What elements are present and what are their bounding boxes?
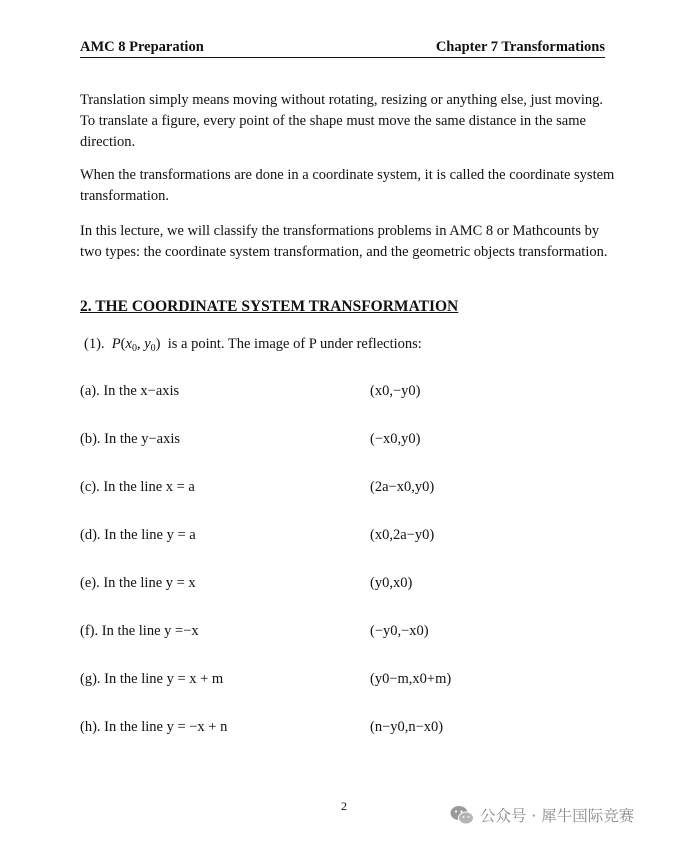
header-left-title: AMC 8 Preparation — [80, 39, 204, 55]
reflection-row — [80, 431, 640, 451]
paragraph-coordinate-system: When the transformations are done in a coordinate system, it is called the coordinate system transformation. — [80, 167, 615, 204]
intro-text: is a point. The image of P under reflections: — [167, 336, 422, 352]
reflection-result: (x0,−y0) — [370, 383, 421, 399]
reflection-label: (c). In the line x = a — [80, 479, 195, 495]
reflection-label: (e). In the line y = x — [80, 575, 196, 591]
page-number: 2 — [341, 799, 347, 813]
paragraph-translation: Translation simply means moving without rotating, resizing or anything else, just moving. To translate a figure, every point of the shape must move the same distance in the same direction. — [80, 92, 604, 150]
reflection-label: (f). In the line y =−x — [80, 623, 199, 639]
reflection-row — [80, 575, 640, 595]
reflection-label: (g). In the line y = x + m — [80, 671, 224, 687]
reflection-intro — [84, 336, 422, 353]
reflection-row — [80, 623, 640, 643]
reflection-row — [80, 671, 640, 691]
page-header — [80, 38, 605, 58]
reflection-result: (n−y0,n−x0) — [370, 719, 444, 735]
reflection-label: (b). In the y−axis — [80, 431, 180, 447]
reflection-label: (h). In the line y = −x + n — [80, 719, 228, 735]
intro-number: (1). — [84, 336, 105, 352]
header-chapter-title: Chapter 7 Transformations — [435, 39, 605, 55]
reflection-row — [80, 479, 640, 499]
reflection-result: (−y0,−x0) — [370, 623, 429, 639]
reflection-label: (d). In the line y = a — [80, 527, 196, 543]
reflection-result: (2a−x0,y0) — [370, 479, 435, 495]
reflection-result: (x0,2a−y0) — [370, 527, 435, 543]
reflection-result: (−x0,y0) — [370, 431, 421, 447]
section-title: 2. THE COORDINATE SYSTEM TRANSFORMATION — [80, 298, 459, 315]
reflection-row — [80, 719, 640, 739]
wechat-icon — [450, 805, 474, 825]
paragraph-lecture-classification: In this lecture, we will classify the transformations problems in AMC 8 or Mathcounts by two types: the coordinate system transformation, and the geometric objects transformation. — [80, 223, 608, 260]
reflection-row — [80, 383, 640, 403]
watermark-text: 公众号 · 犀牛国际竞赛 — [480, 807, 635, 825]
point-notation: $P(x_0$, $y_0$) — [111, 336, 161, 354]
watermark — [450, 803, 634, 827]
reflection-row — [80, 527, 640, 547]
reflection-result: (y0,x0) — [370, 575, 413, 591]
reflection-label: (a). In the x−axis — [80, 383, 180, 399]
reflection-result: (y0−m,x0+m) — [370, 671, 452, 687]
